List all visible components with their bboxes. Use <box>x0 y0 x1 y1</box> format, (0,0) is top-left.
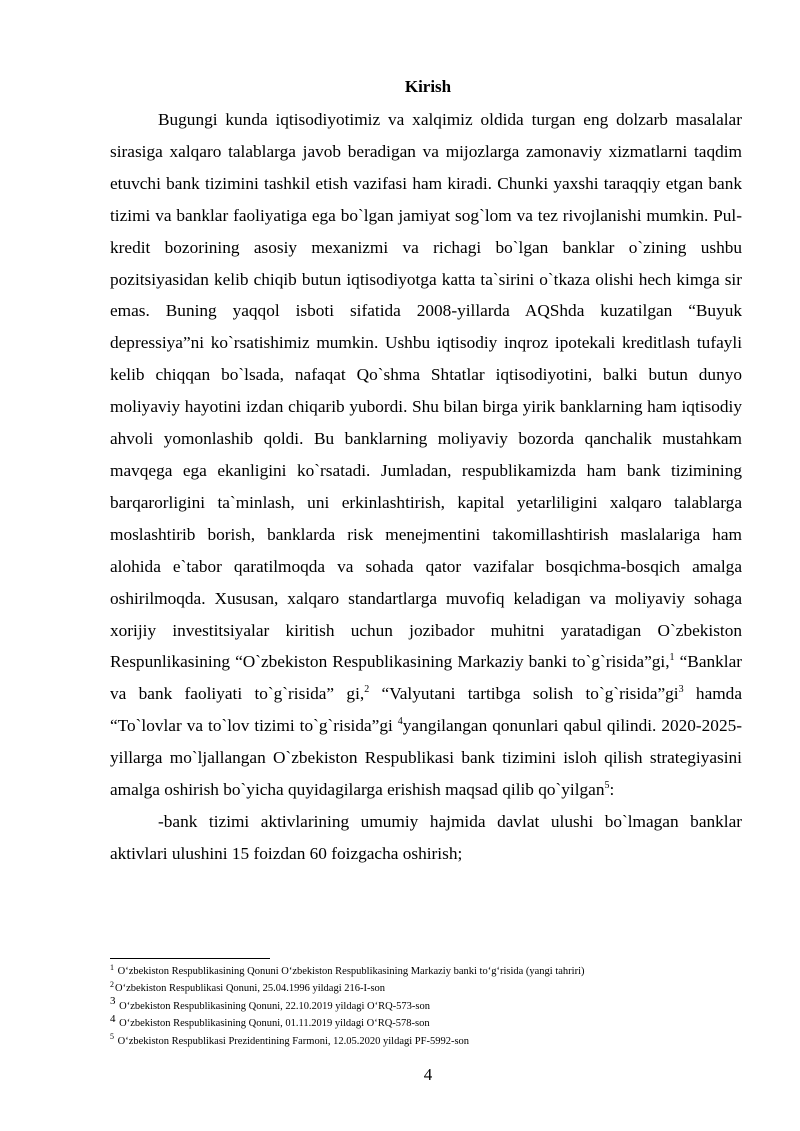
text-run: -bank tizimi aktivlarining umumiy hajmida davlat ulushi bo`lmagan banklar aktivlari ulushini 15 foizdan 60 foizgacha oshirish; <box>110 811 742 863</box>
footnote-text: O‘zbekiston Respublikasining Qonuni, 01.11.2019 yildagi O‘RQ-578-son <box>116 1018 430 1030</box>
footnote-item <box>110 995 750 1015</box>
page-title: Kirish <box>404 77 452 96</box>
page-number: 4 <box>423 1065 433 1084</box>
footnote-separator <box>110 958 270 959</box>
footnote-ref[interactable]: 4 <box>397 716 403 728</box>
text-run: Bugungi kunda iqtisodiyotimiz va xalqimiz oldida turgan eng dolzarb masalalar sirasiga xalqaro talablarga javob beradigan va mijozlarga zamonaviy xizmatlarni taqdim etuvchi bank tizimini tashkil etish vazifasi ham kiradi. Chunki yaxshi taraqqiy etgan bank tizimi va banklar faoliyatiga ega bo`lgan jamiyat sog`lom va tez rivojlanishi mumkin. Pul-kredit bozorining asosiy mexanizmi va richagi bo`lgan banklar o`zining ushbu pozitsiyasidan kelib chiqib butun iqtisodiyotga katta ta`sirini o`tkaza olishi hech kimga sir emas. Buning yaqqol isboti sifatida 2008-yillarda AQShda kuzatilgan “Buyuk depressiya”ni ko`rsatishimiz mumkin. Ushbu iqtisodiy inqroz ipotekali kreditlash tufayli kelib chiqqan bo`lsada, nafaqat Qo`shma Shtatlar iqtisodiyotini, balki butun dunyo moliyaviy hayotini izdan chiqarib yubordi. Shu bilan birga yirik banklarning ham iqtisodiy ahvoli yomonlashib qoldi. Bu banklarning moliyaviy bozorda qanchalik mustahkam mavqega ega ekanligini ko`rsatadi. Jumladan, respublikamizda ham bank tizimining barqarorligini ta`minlash, uni erkinlashtirish, kapital yetarliligini xalqaro talablarga moslashtirib borish, banklarda risk menejmentini takomillashtirish maslalariga ham alohida e`tabor qaratilmoqda va sohada qator vazifalar bosqichma-bosqich amalga oshirilmoqda. Xususan, xalqaro standartlarga muvofiq keladigan va moliyaviy sohaga xorijiy investitsiyalar kiritish uchun jozibador muhitni yaratadigan O`zbekiston Respunlikasining “O`zbekiston Respublikasining Markaziy banki to`g`risida”gi, <box>110 110 742 672</box>
footnote-item <box>110 963 750 980</box>
text-run: yangilangan qonunlari qabul qilindi. 2020-2025-yillarga mo`ljallangan O`zbekiston Respublikasi bank tizimini isloh qilish strategiyasini amalga oshirish bo`yicha quyidagilarga erishish maqsad qilib qo`yilgan <box>110 716 742 800</box>
footnote-mark: 1 <box>110 962 114 972</box>
footnote-mark: 2 <box>110 979 114 989</box>
footnote-mark: 5 <box>110 1032 114 1042</box>
footnotes <box>110 963 750 1050</box>
footnote-mark: 3 <box>110 995 116 1008</box>
body-text <box>110 104 742 870</box>
text-run: “Valyutani tartibga solish to`g`risida”gi <box>369 684 679 704</box>
footnote-text: O‘zbekiston Respublikasining Qonuni O‘zbekiston Respublikasining Markaziy banki to‘g‘risida (yangi tahriri) <box>115 966 585 977</box>
text-run: : <box>609 780 615 800</box>
footnote-mark: 4 <box>110 1012 116 1025</box>
text-run: “Banklar va bank faoliyati to`g`risida” gi, <box>110 652 742 704</box>
footnote-text: O‘zbekiston Respublikasi Prezidentining Farmoni, 12.05.2020 yildagi PF-5992-son <box>115 1035 470 1047</box>
paragraph-intro <box>110 104 742 806</box>
footnote-ref[interactable]: 5 <box>604 780 610 792</box>
footnote-item <box>110 1012 750 1032</box>
footnote-item <box>110 980 750 997</box>
text-run: hamda “To`lovlar va to`lov tizimi to`g`risida”gi <box>110 684 742 736</box>
footnote-text: O‘zbekiston Respublikasining Qonuni, 22.10.2019 yildagi O‘RQ-573-son <box>116 1000 431 1012</box>
footnote-ref[interactable]: 2 <box>364 684 370 696</box>
footnote-item <box>110 1033 750 1050</box>
paragraph-list-item <box>110 806 742 870</box>
footnote-ref[interactable]: 3 <box>678 684 684 696</box>
footnote-ref[interactable]: 1 <box>669 652 675 664</box>
footnote-text: O‘zbekiston Respublikasi Qonuni, 25.04.1996 yildagi 216-I-son <box>115 983 386 995</box>
